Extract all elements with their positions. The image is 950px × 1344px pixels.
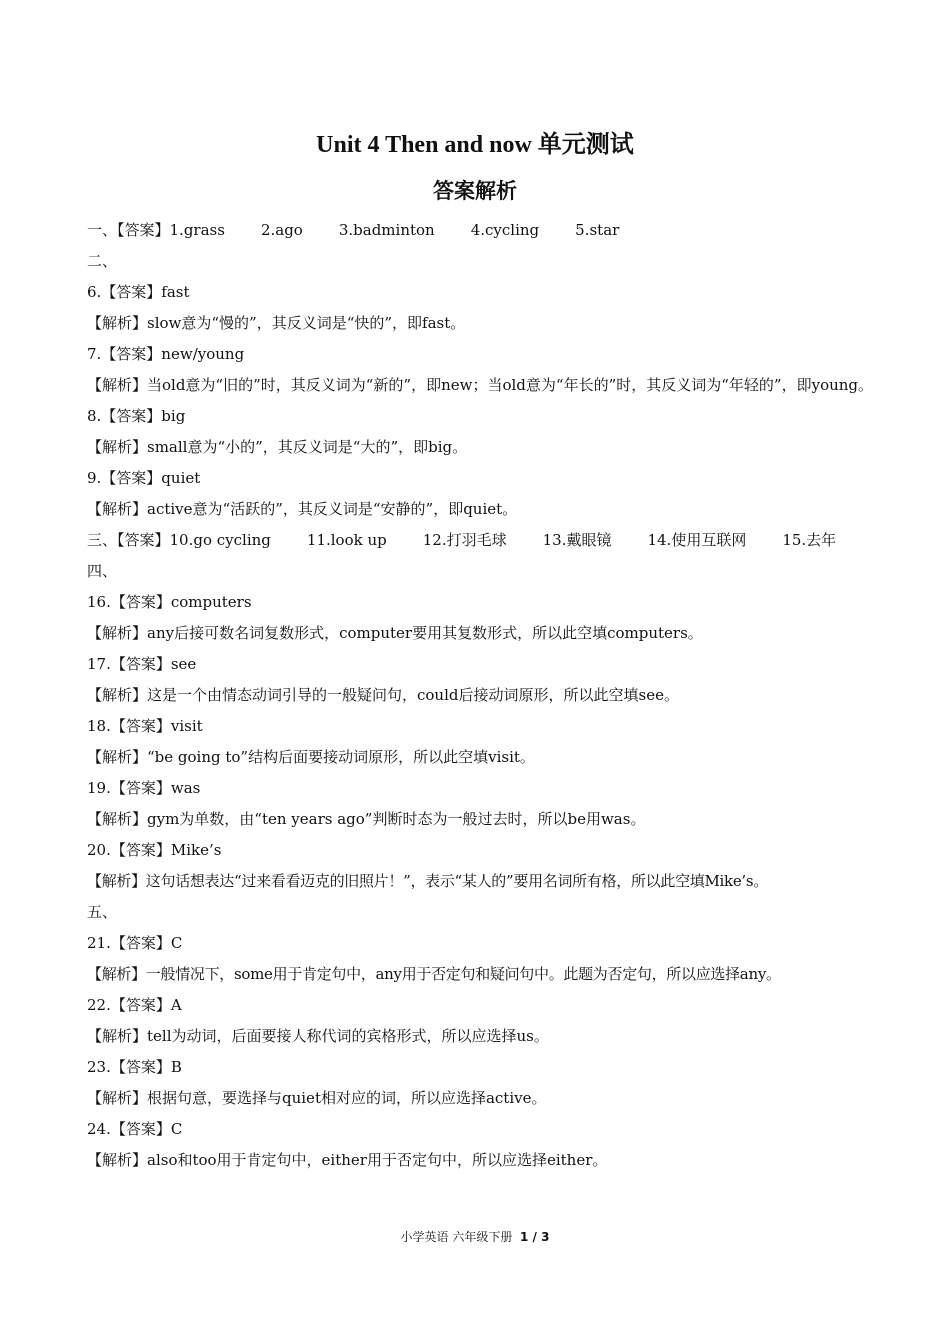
answer-line: 18.【答案】visit — [87, 717, 203, 735]
explanation-line: 【解析】当old意为“旧的”时，其反义词为“新的”，即new；当old意为“年长的”时，其反义词为“年轻的”，即young。 — [87, 376, 874, 394]
answer-line: 20.【答案】Mike’s — [87, 841, 222, 859]
footer-text: 小学英语 六年级下册 — [400, 1230, 513, 1244]
explanation-line: 【解析】active意为“活跃的”，其反义词是“安静的”，即quiet。 — [87, 500, 518, 518]
section-4-heading: 四、 — [87, 562, 118, 580]
page-title: Unit 4 Then and now 单元测试 — [316, 132, 634, 158]
answer-line: 6.【答案】fast — [87, 283, 190, 301]
explanation-line: 【解析】这句话想表达“过来看看迈克的旧照片！”，表示“某人的”要用名词所有格，所以此空填Mike’s。 — [87, 872, 768, 890]
answer-item: 11.look up — [306, 531, 387, 549]
explanation-line: 【解析】一般情况下，some用于肯定句中，any用于否定句和疑问句中。此题为否定句，所以应选择any。 — [87, 965, 781, 983]
answer-line: 23.【答案】B — [87, 1058, 182, 1076]
answer-line: 7.【答案】new/young — [87, 345, 245, 363]
answer-line: 24.【答案】C — [87, 1120, 183, 1138]
answer-item: 15.去年 — [782, 531, 837, 549]
page-footer — [0, 1228, 950, 1245]
section-1-prefix: 一、【答案】 — [87, 221, 170, 239]
answer-item: 10.go cycling — [169, 531, 271, 549]
section-2-heading: 二、 — [87, 252, 118, 270]
explanation-line: 【解析】根据句意，要选择与quiet相对应的词，所以应选择active。 — [87, 1089, 547, 1107]
answer-line: 8.【答案】big — [87, 407, 186, 425]
explanation-line: 【解析】gym为单数，由“ten years ago”判断时态为一般过去时，所以be用was。 — [87, 810, 646, 828]
answer-item: 2.ago — [260, 221, 303, 239]
answer-item: 12.打羽毛球 — [422, 531, 507, 549]
explanation-line: 【解析】“be going to”结构后面要接动词原形，所以此空填visit。 — [87, 748, 535, 766]
answer-line: 9.【答案】quiet — [87, 469, 201, 487]
section-3-prefix: 三、【答案】 — [87, 531, 170, 549]
page-number: 1 / 3 — [520, 1230, 550, 1244]
section-5-heading: 五、 — [87, 903, 118, 921]
explanation-line: 【解析】small意为“小的”，其反义词是“大的”，即big。 — [87, 438, 468, 456]
answer-line: 16.【答案】computers — [87, 593, 252, 611]
answer-line: 22.【答案】A — [87, 996, 182, 1014]
section-1-answers — [87, 215, 877, 246]
page-subtitle: 答案解析 — [433, 178, 517, 203]
explanation-line: 【解析】这是一个由情态动词引导的一般疑问句，could后接动词原形，所以此空填see。 — [87, 686, 679, 704]
explanation-line: 【解析】tell为动词，后面要接人称代词的宾格形式，所以应选择us。 — [87, 1027, 549, 1045]
explanation-line: 【解析】any后接可数名词复数形式，computer要用其复数形式，所以此空填computers。 — [87, 624, 703, 642]
answer-line: 21.【答案】C — [87, 934, 183, 952]
answer-line: 17.【答案】see — [87, 655, 197, 673]
section-3-answers — [87, 525, 877, 556]
answer-item: 5.star — [575, 221, 620, 239]
answer-body — [87, 215, 877, 1176]
answer-item: 14.使用互联网 — [647, 531, 747, 549]
answer-item: 4.cycling — [470, 221, 540, 239]
answer-item: 3.badminton — [338, 221, 435, 239]
answer-item: 13.戴眼镜 — [542, 531, 612, 549]
explanation-line: 【解析】also和too用于肯定句中，either用于否定句中，所以应选择either。 — [87, 1151, 608, 1169]
answer-line: 19.【答案】was — [87, 779, 201, 797]
answer-item: 1.grass — [169, 221, 225, 239]
explanation-line: 【解析】slow意为“慢的”，其反义词是“快的”，即fast。 — [87, 314, 466, 332]
